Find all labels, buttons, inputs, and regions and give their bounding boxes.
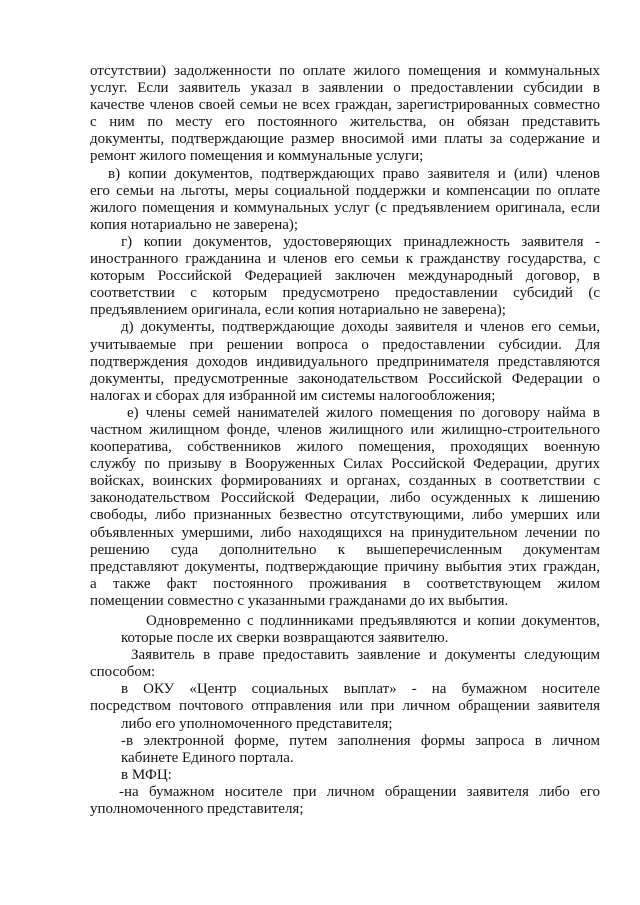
text-line: его семьи на льготы, меры социальной поддержки и компенсации по оплате [90, 182, 600, 199]
text-line: -в электронной форме, путем заполнения формы запроса в личном [121, 732, 600, 749]
paragraph-continuation [90, 63, 600, 166]
item-e-paragraph [90, 405, 600, 610]
text-line: услуг. Если заявитель указал в заявлении о предоставлении субсидии в [90, 80, 600, 97]
text-line: решению суда дополнительно к вышеперечисленным документам [90, 541, 600, 558]
text-line: либо его уполномоченного представителя; [121, 715, 393, 732]
text-line: уполномоченного представителя; [90, 801, 304, 818]
originals-copies-paragraph [90, 613, 600, 647]
text-line: соответствии с которым предусмотрено предоставлении субсидий (с [90, 285, 600, 302]
text-line: Одновременно с подлинниками предъявляются и копии документов, [146, 613, 600, 629]
text-line: в) копии документов, подтверждающих право заявителя и (или) членов [108, 165, 600, 182]
mfc-heading [90, 767, 600, 784]
text-line: а также факт постоянного проживания в соответствующем жилом [90, 575, 600, 592]
text-line: представляют документы, подтверждающие причину выбытия этих граждан, [90, 558, 600, 575]
text-line: войсках, воинских формированиях и органах, созданных в соответствии с [90, 473, 600, 490]
text-line: отсутствии) задолженности по оплате жилого помещения и коммунальных [90, 63, 600, 79]
text-line: ремонт жилого помещения и коммунальные услуги; [90, 148, 424, 165]
text-line: в ОКУ «Центр социальных выплат» - на бумажном носителе [121, 681, 600, 698]
text-line: копия нотариально не заверена); [90, 216, 299, 233]
item-g-paragraph [90, 234, 600, 319]
submission-methods-intro [90, 647, 600, 681]
text-line: кабинете Единого портала. [121, 749, 294, 766]
text-line: с ним по месту его постоянного жительства, он обязан представить [90, 114, 600, 131]
text-line: службу по призыву в Вооруженных Силах Российской Федерации, других [90, 456, 600, 473]
item-d-paragraph [90, 319, 600, 404]
method-mfc-paper [90, 784, 600, 818]
text-line: законодательством Российской Федерации, либо осужденных к лишению [90, 490, 600, 507]
text-line: качестве членов своей семьи не всех граждан, зарегистрированных совместно [90, 97, 600, 114]
text-line: объявленных умершими, либо находящихся на принудительном лечении по [90, 524, 600, 541]
text-line: предъявлением оригинала, если копия нотариально не заверена); [90, 302, 506, 319]
text-line: подтверждения доходов индивидуального предпринимателя представляются [90, 353, 600, 370]
method-oku-paper [90, 681, 600, 732]
method-electronic [90, 733, 600, 767]
text-line: г) копии документов, удостоверяющих принадлежность заявителя - [121, 233, 600, 250]
text-line: д) документы, подтверждающие доходы заявителя и членов его семьи, [121, 319, 600, 336]
item-v-paragraph [90, 166, 600, 234]
text-line: способом: [90, 664, 156, 681]
text-line: жилого помещения и коммунальных услуг (с предъявлением оригинала, если [90, 199, 600, 216]
text-line: посредством почтового отправления или при личном обращении заявителя [90, 698, 600, 715]
text-line: которые после их сверки возвращаются заявителю. [121, 630, 449, 647]
text-line: свободы, либо признанных безвестно отсутствующими, либо умерших или [90, 507, 600, 524]
text-line: в МФЦ: [121, 766, 172, 783]
text-line: которым Российской Федерацией заключен международный договор, в [90, 268, 600, 285]
text-line: документы, подтверждающие размер вносимой ими платы за содержание и [90, 131, 600, 148]
text-line: е) члены семей нанимателей жилого помещения по договору найма в [127, 404, 600, 421]
text-line: помещении совместно с указанными гражданами до их выбытия. [90, 592, 509, 609]
text-line: частном жилищном фонде, членов жилищного или жилищно-строительного [90, 421, 600, 438]
text-line: кооператива, собственников жилого помещения, проходящих военную [90, 439, 600, 456]
text-line: налогах и сборах для избранной им системы налогообложения; [90, 387, 496, 404]
document-body [90, 63, 600, 818]
text-line: -на бумажном носителе при личном обращении заявителя либо его [119, 783, 600, 800]
text-line: учитываемые при решении вопроса о предоставлении субсидии. Для [90, 336, 600, 353]
text-line: Заявитель в праве предоставить заявление и документы следующим [131, 647, 600, 664]
text-line: документы, предусмотренные законодательством Российской Федерации о [90, 370, 600, 387]
text-line: иностранного гражданина и членов его семьи к гражданству государства, с [90, 251, 600, 268]
